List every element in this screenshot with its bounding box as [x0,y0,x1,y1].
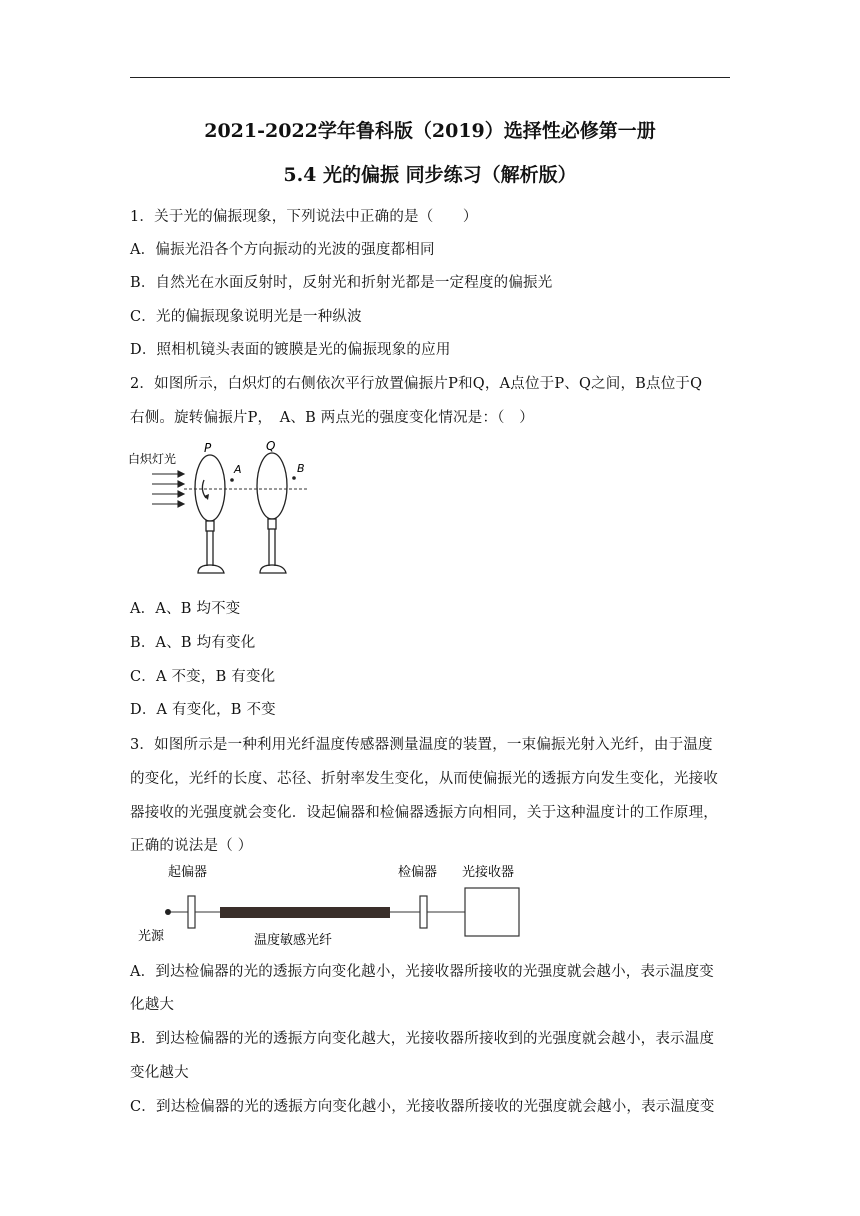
document-subtitle: 5.4 光的偏振 同步练习（解析版） [283,164,577,186]
polarizer [188,896,195,928]
q3-option-a-line2: 化越大 [130,997,175,1013]
q3-option-a-line1: A．到达检偏器的光的透振方向变化越小，光接收器所接收的光强度就会越小，表示温度变 [130,964,714,980]
polarizer-label: 起偏器 [168,865,208,880]
q3-stem-line2: 的变化，光纤的长度、芯径、折射率发生变化，从而使偏振光的透振方向发生变化，光接收 [130,771,718,787]
receiver-label: 光接收器 [462,865,515,880]
q3-stem-line4: 正确的说法是（ ） [130,838,253,854]
document-title: 2021-2022学年鲁科版（2019）选择性必修第一册 [204,120,656,142]
analyzer-label: 检偏器 [398,865,438,880]
q2-option-b: B．A、B 均有变化 [130,635,256,651]
polarizer-q [257,453,287,573]
header-rule [130,77,730,78]
q1-stem: 1．关于光的偏振现象，下列说法中正确的是（ ） [130,209,478,225]
q2-option-c: C．A 不变，B 有变化 [130,669,276,685]
label-b: B [297,462,305,475]
q3-option-c-line1: C．到达检偏器的光的透振方向变化越小，光接收器所接收的光强度就会越小，表示温度变 [130,1099,715,1115]
light-arrows [152,471,184,507]
polarizer-figure [128,440,328,580]
light-label: 白炽灯光 [128,452,177,466]
q2-stem-line2: 右侧。旋转偏振片P， A、B 两点光的强度变化情况是：（ ） [130,410,534,426]
q1-option-d: D．照相机镜头表面的镀膜是光的偏振现象的应用 [130,342,451,358]
label-a: A [234,463,242,476]
q1-option-a: A．偏振光沿各个方向振动的光波的强度都相同 [130,242,435,258]
light-source-dot [165,909,171,915]
fiber-label: 温度敏感光纤 [254,933,333,948]
q1-option-c: C．光的偏振现象说明光是一种纵波 [130,309,362,325]
light-receiver [465,888,519,936]
q2-stem-line1: 2．如图所示，白炽灯的右侧依次平行放置偏振片P和Q，A点位于P、Q之间，B点位于Q [130,376,703,392]
label-p: P [204,441,212,455]
point-a [230,478,234,482]
fiber-sensor-figure [134,858,534,948]
q3-stem-line3: 器接收的光强度就会变化．设起偏器和检偏器透振方向相同，关于这种温度计的工作原理， [130,805,718,821]
analyzer [420,896,427,928]
label-q: Q [266,440,276,453]
temperature-fiber [220,907,390,918]
point-b [292,476,296,480]
source-label: 光源 [138,929,165,944]
q3-option-b-line1: B．到达检偏器的光的透振方向变化越大，光接收器所接收到的光强度就会越小，表示温度 [130,1031,715,1047]
q3-option-b-line2: 变化越大 [130,1065,189,1081]
q3-stem-line1: 3．如图所示是一种利用光纤温度传感器测量温度的装置，一束偏振光射入光纤，由于温度 [130,737,713,753]
q2-option-d: D．A 有变化，B 不变 [130,702,276,718]
q1-option-b: B．自然光在水面反射时，反射光和折射光都是一定程度的偏振光 [130,275,553,291]
q2-option-a: A．A、B 均不变 [130,601,241,617]
polarizer-p [195,455,225,573]
